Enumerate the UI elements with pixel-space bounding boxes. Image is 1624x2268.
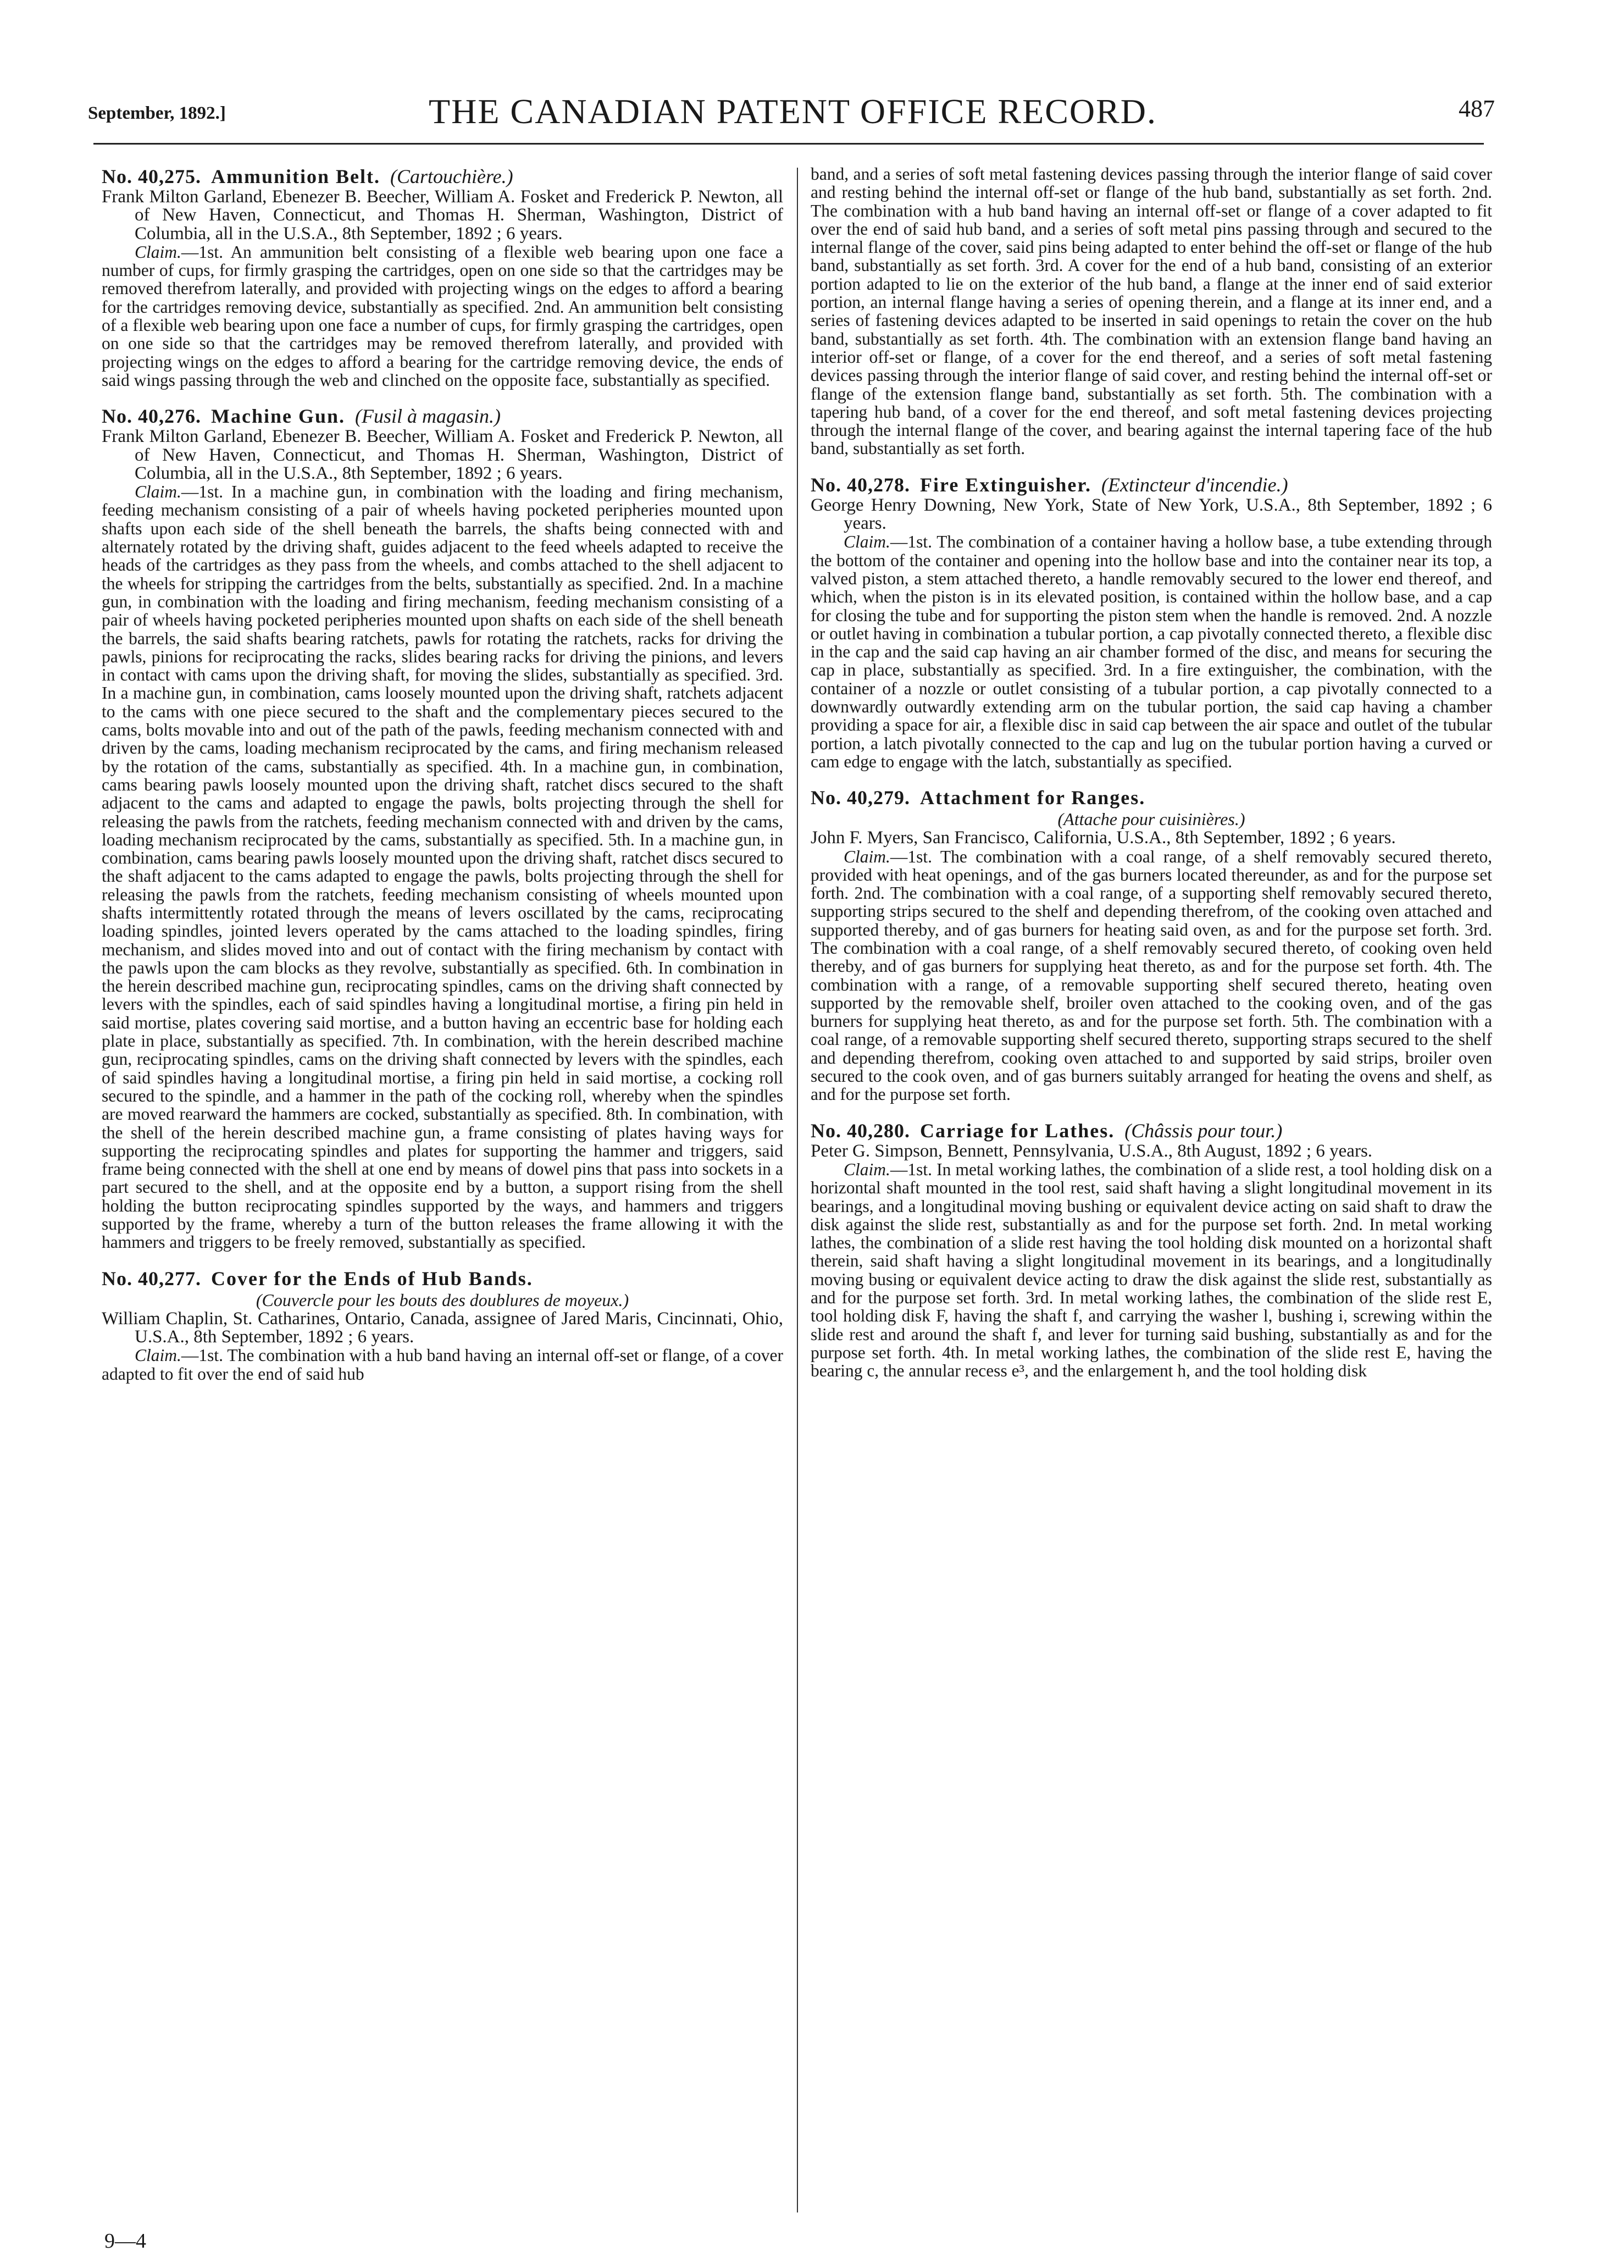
issue-date: September, 1892.]: [88, 103, 226, 123]
patent-french-name: (Cartouchière.): [390, 165, 513, 187]
claim-text: —1st. The combination with a coal range, of a shelf removably secured thereto, provided with heat openings, and of the gas burners located thereunder, as and for the purpose set forth. 2nd. The combination with a coal range, of a supporting shelf removably secured thereto, supporting strips secured to the shelf and depending therefrom, of the cooking oven attached and supported thereby, and of gas burners for heating said oven, as and for the purpose set forth. 3rd. The combination with a coal range, of a shelf removably secured thereto, of cooking oven held thereby, and of gas burners for supplying heat thereto, as and for the purpose set forth. 4th. The combination with a range, of a removable supporting shelf secured thereto, heating oven supported by the removable shelf, broiler oven attached to the cooking oven, and of the gas burners for supplying heat thereto, as and for the purpose set forth. 5th. The combination with a coal range, of a removable supporting shelf secured thereto, supporting straps secured to the shelf and depending therefrom, cooking oven attached to and supported by said strips, broiler oven secured to the cook oven, and of gas burners suitably arranged for heating the ovens and shelf, as and for the purpose set forth.: [811, 847, 1492, 1104]
patent-inventor: William Chaplin, St. Catharines, Ontario, Canada, assignee of Jared Maris, Cincinnati, Ohio, U.S.A., 8th September, 1892 ; 6 years.: [102, 1308, 783, 1347]
patent-name: Machine Gun.: [211, 405, 346, 428]
claim-text: —1st. In a machine gun, in combination with the loading and firing mechanism, feeding mechanism consisting of a pair of wheels having pocketed peripheries mounted upon shafts upon each side of the shell beneath the barrels, the shafts being connected with and alternately rotated by the driving shaft, guides adjacent to the feed wheels adapted to receive the heads of the cartridges as they pass from the wheels, and combs attached to the shell adjacent to the wheels for stripping the cartridges from the belts, substantially as specified. 2nd. In a machine gun, in combination with the loading and firing mechanism, feeding mechanism consisting of a pair of wheels having pocketed peripheries mounted upon shafts on each side of the shell beneath the barrels, the said shafts bearing ratchets, pawls for rotating the ratchets, racks for driving the pawls, pinions for reciprocating the racks, slides bearing racks for driving the pinions, and levers in contact with cams upon the driving shaft, for moving the slides, substantially as specified. 3rd. In a machine gun, in combination, cams loosely mounted upon the driving shaft, ratchets adjacent to the cams with one piece secured to the shaft and the complementary pieces secured to the cams, bolts movable into and out of the path of the pawls, feeding mechanism connected with and driven by the cams, loading mechanism reciprocated by the cams, and firing mechanism released by the rotation of the cams, substantially as specified. 4th. In a machine gun, in combination, cams bearing pawls loosely mounted upon the driving shaft, ratchet discs secured to the shaft adjacent to the cams and adapted to engage the pawls, bolts projecting through the shell for releasing the pawls from the ratchets, feeding mechanism connected with and driven by the cams, loading mechanism reciprocated by the cams, substantially as specified. 5th. In a machine gun, in combination, cams bearing pawls loosely mounted upon the driving shaft, ratchet discs secured to the shaft adjacent to the cams adapted to engage the pawls, bolts projecting through the shell for releasing the pawls from the ratchets, feeding mechanism consisting of wheels mounted upon shafts intermittently rotated through the means of levers oscillated by the cams, reciprocating loading spindles, jointed levers operated by the cams attached to the loading spindles, firing mechanism, and slides moved into and out of contact with the firing mechanism by contact with the pawls upon the cam blocks as they revolve, substantially as specified. 6th. In combination in the herein described machine gun, reciprocating spindles, cams on the driving shaft connected by levers with the spindles, each of said spindles having a longitudinal mortise, a firing pin held in said mortise, plates covering said mortise, and a button having an eccentric base for holding each plate in place, substantially as specified. 7th. In combination, with the herein described machine gun, reciprocating spindles, cams on the driving shaft connected by levers with the spindles, each of said spindles having a longitudinal mortise, a firing pin held in said mortise, a cocking roll secured to the spindle, and a hammer in the path of the cocking roll, whereby when the spindles are moved rearward the hammers are cocked, substantially as specified. 8th. In combination, with the shell of the herein described machine gun, a frame consisting of plates having ways for supporting the reciprocating spindles and plates for supporting the hammer and triggers, said frame being connected with the shell at one end by means of dowel pins that pass into sockets in a part secured to the shell, and at the opposite end by a button, a support rising from the shell holding the button reciprocating spindles supported by the ways, and hammers and triggers supported by the frame, whereby a turn of the button releases the frame allowing it with the hammers and triggers to be freely removed, substantially as specified.: [102, 482, 783, 1252]
patent-claim: [811, 1160, 1492, 1380]
patent-claim: [811, 848, 1492, 1104]
patent-heading: [811, 1119, 1492, 1142]
left-column: [102, 165, 783, 1383]
claim-text: —1st. In metal working lathes, the combination of a slide rest, a tool holding disk on a horizontal shaft mounted in the tool rest, said shaft having a slight longitudinal movement in its bearings, and a longitudinal moving bushing or equivalent device acting on said shaft to draw the disk against the slide rest, substantially as and for the purpose set forth. 2nd. In metal working lathes, the combination of a slide rest having the tool holding disk mounted on a horizontal shaft therein, said shaft having a slight longitudinal movement in its bearings, and a longitudinally moving busing or equivalent device acting to draw the disk against the slide rest, substantially as and for the purpose set forth. 3rd. In metal working lathes, the combination of the slide rest E, tool holding disk F, having the shaft f, and carrying the washer l, bushing i, screwing within the slide rest and around the shaft f, and lever for turning said bushing, substantially as and for the purpose set forth. 4th. In metal working lathes, the combination of the slide rest E, having the bearing c, the annular recess e³, and the enlargement h, and the tool holding disk: [811, 1159, 1492, 1381]
patent-name: Attachment for Ranges.: [920, 787, 1146, 809]
claim-text: —1st. The combination with a hub band having an internal off-set or flange, of a cover adapted to fit over the end of said hub: [102, 1346, 783, 1384]
header-rule: [93, 143, 1484, 145]
patent-name: Cover for the Ends of Hub Bands.: [211, 1267, 533, 1290]
patent-heading: [811, 473, 1492, 496]
patent-claim-continued: band, and a series of soft metal fastening devices passing through the interior flange of said cover and resting behind the internal off-set or flange of the hub band, substantially as set forth. 2nd. The combination with a hub band having an internal off-set or flange of a cover adapted to fit over the end of said hub band, and a series of soft metal pins passing through and secured to the internal flange of the cover, said pins being adapted to enter behind the off-set or flange of the hub band, substantially as set forth. 3rd. A cover for the end of a hub band, consisting of an exterior portion adapted to lie on the exterior of the hub band, a flange at the inner end of said exterior portion, an internal flange having a series of opening therein, and a flange at its inner end, and a series of fastening devices adapted to be inserted in said openings to retain the cover on the hub band, substantially as set forth. 4th. The combination with an extension flange band having an interior off-set or flange, of a cover for the end thereof, and a series of soft metal fastening devices passing through the interior flange of said cover, and resting behind the internal off-set or flange of the extension flange band, substantially as set forth. 5th. The combination with a tapering hub band, of a cover for the end thereof, and soft metal fastening devices projecting through the internal flange of the cover, and bearing against the internal tapering face of the hub band, substantially as set forth.: [811, 164, 1492, 458]
patent-french-name: (Châssis pour tour.): [1124, 1119, 1283, 1142]
printer-signature: 9—4: [104, 2230, 146, 2253]
claim-label: Claim.: [135, 242, 181, 262]
patent-inventor: Peter G. Simpson, Bennett, Pennsylvania, U.S.A., 8th August, 1892 ; 6 years.: [811, 1141, 1373, 1161]
patent-inventor: Frank Milton Garland, Ebenezer B. Beecher, William A. Fosket and Frederick P. Newton, all of New Haven, Connecticut, and Thomas H. Sherman, Washington, District of Columbia, all in the U.S.A., 8th September, 1892 ; 6 years.: [102, 427, 783, 483]
patent-name: Fire Extinguisher.: [920, 473, 1092, 496]
claim-label: Claim.: [844, 532, 890, 552]
patent-name: Carriage for Lathes.: [920, 1119, 1115, 1142]
claim-text: —1st. An ammunition belt consisting of a flexible web bearing upon one face a number of cups, for firmly grasping the cartridges, open on one side so that the cartridges may be removed therefrom laterally, and provided with projecting wings on the edges to afford a bearing for the cartridges removing device, substantially as specified. 2nd. An ammunition belt consisting of a flexible web bearing upon one face a number of cups, for firmly grasping the cartridges, open on one side so that the cartridges may be removed therefrom laterally, and provided with projecting wings on the edges to afford a bearing for the cartridge removing device, the ends of said wings passing through the web and clinched on the opposite face, substantially as specified.: [102, 242, 783, 390]
patent-french-name: (Attache pour cuisinières.): [1057, 809, 1245, 829]
page-header: [88, 88, 1495, 143]
patent-heading: [102, 165, 783, 188]
patent-number: No. 40,277.: [102, 1267, 201, 1290]
journal-title: THE CANADIAN PATENT OFFICE RECORD.: [429, 92, 1157, 131]
patent-french-name: (Extincteur d'incendie.): [1101, 473, 1288, 496]
claim-text: —1st. The combination of a container having a hollow base, a tube extending through the bottom of the container and opening into the hollow base and into the container near its top, a valved piston, a stem attached thereto, a handle removably secured to the lower end thereof, and which, when the piston is in its elevated position, is contained within the hollow base, and a cap for closing the tube and for supporting the piston stem when the handle is removed. 2nd. A nozzle or outlet having in combination a tubular portion, a cap pivotally connected thereto, a flexible disc in the cap and the said cap having an air chamber formed of the disc, and means for securing the cap in place, substantially as specified. 3rd. In a fire extinguisher, the combination, with the container of a nozzle or outlet consisting of a tubular portion, a cap pivotally connected to a downwardly outwardly extending arm on the tubular portion, the said cap having a chamber providing a space for air, a flexible disc in said cap between the air space and outlet of the tubular portion, a latch pivotally connected to the cap and lug on the tubular portion having a curved or cam edge to engage with the latch, substantially as specified.: [811, 532, 1492, 771]
right-column: [811, 165, 1492, 1380]
patent-name: Ammunition Belt.: [211, 165, 381, 187]
patent-claim: [102, 243, 783, 389]
patent-inventor: John F. Myers, San Francisco, California, U.S.A., 8th September, 1892 ; 6 years.: [811, 828, 1396, 848]
patent-entry: [811, 473, 1492, 771]
patent-inventor: George Henry Downing, New York, State of New York, U.S.A., 8th September, 1892 ; 6 years.: [811, 495, 1492, 534]
patent-entry: [102, 165, 783, 389]
claim-label: Claim.: [844, 847, 890, 866]
patent-number: No. 40,279.: [811, 787, 910, 809]
claim-label: Claim.: [135, 482, 181, 502]
page-number: 487: [1459, 95, 1495, 122]
patent-entry: [811, 786, 1492, 1103]
patent-claim: [811, 533, 1492, 771]
patent-heading: [811, 786, 1492, 829]
patent-number: No. 40,275.: [102, 165, 201, 187]
claim-label: Claim.: [135, 1346, 181, 1365]
patent-claim: [102, 1346, 783, 1383]
patent-entry: [102, 405, 783, 1251]
patent-number: No. 40,278.: [811, 473, 910, 496]
patent-heading: [102, 405, 783, 428]
patent-inventor: Frank Milton Garland, Ebenezer B. Beecher, William A. Fosket and Frederick P. Newton, all of New Haven, Connecticut, and Thomas H. Sherman, Washington, District of Columbia, all in the U.S.A., 8th September, 1892 ; 6 years.: [102, 187, 783, 244]
patent-french-name: (Fusil à magasin.): [355, 405, 501, 428]
patent-number: No. 40,276.: [102, 405, 201, 428]
patent-entry: [102, 1267, 783, 1383]
column-divider: [797, 168, 798, 2212]
patent-number: No. 40,280.: [811, 1119, 910, 1142]
patent-french-name: (Couvercle pour les bouts des doublures de moyeux.): [256, 1290, 629, 1310]
patent-claim: [102, 483, 783, 1251]
patent-heading: [102, 1267, 783, 1310]
claim-label: Claim.: [844, 1159, 890, 1179]
patent-entry: [811, 1119, 1492, 1380]
